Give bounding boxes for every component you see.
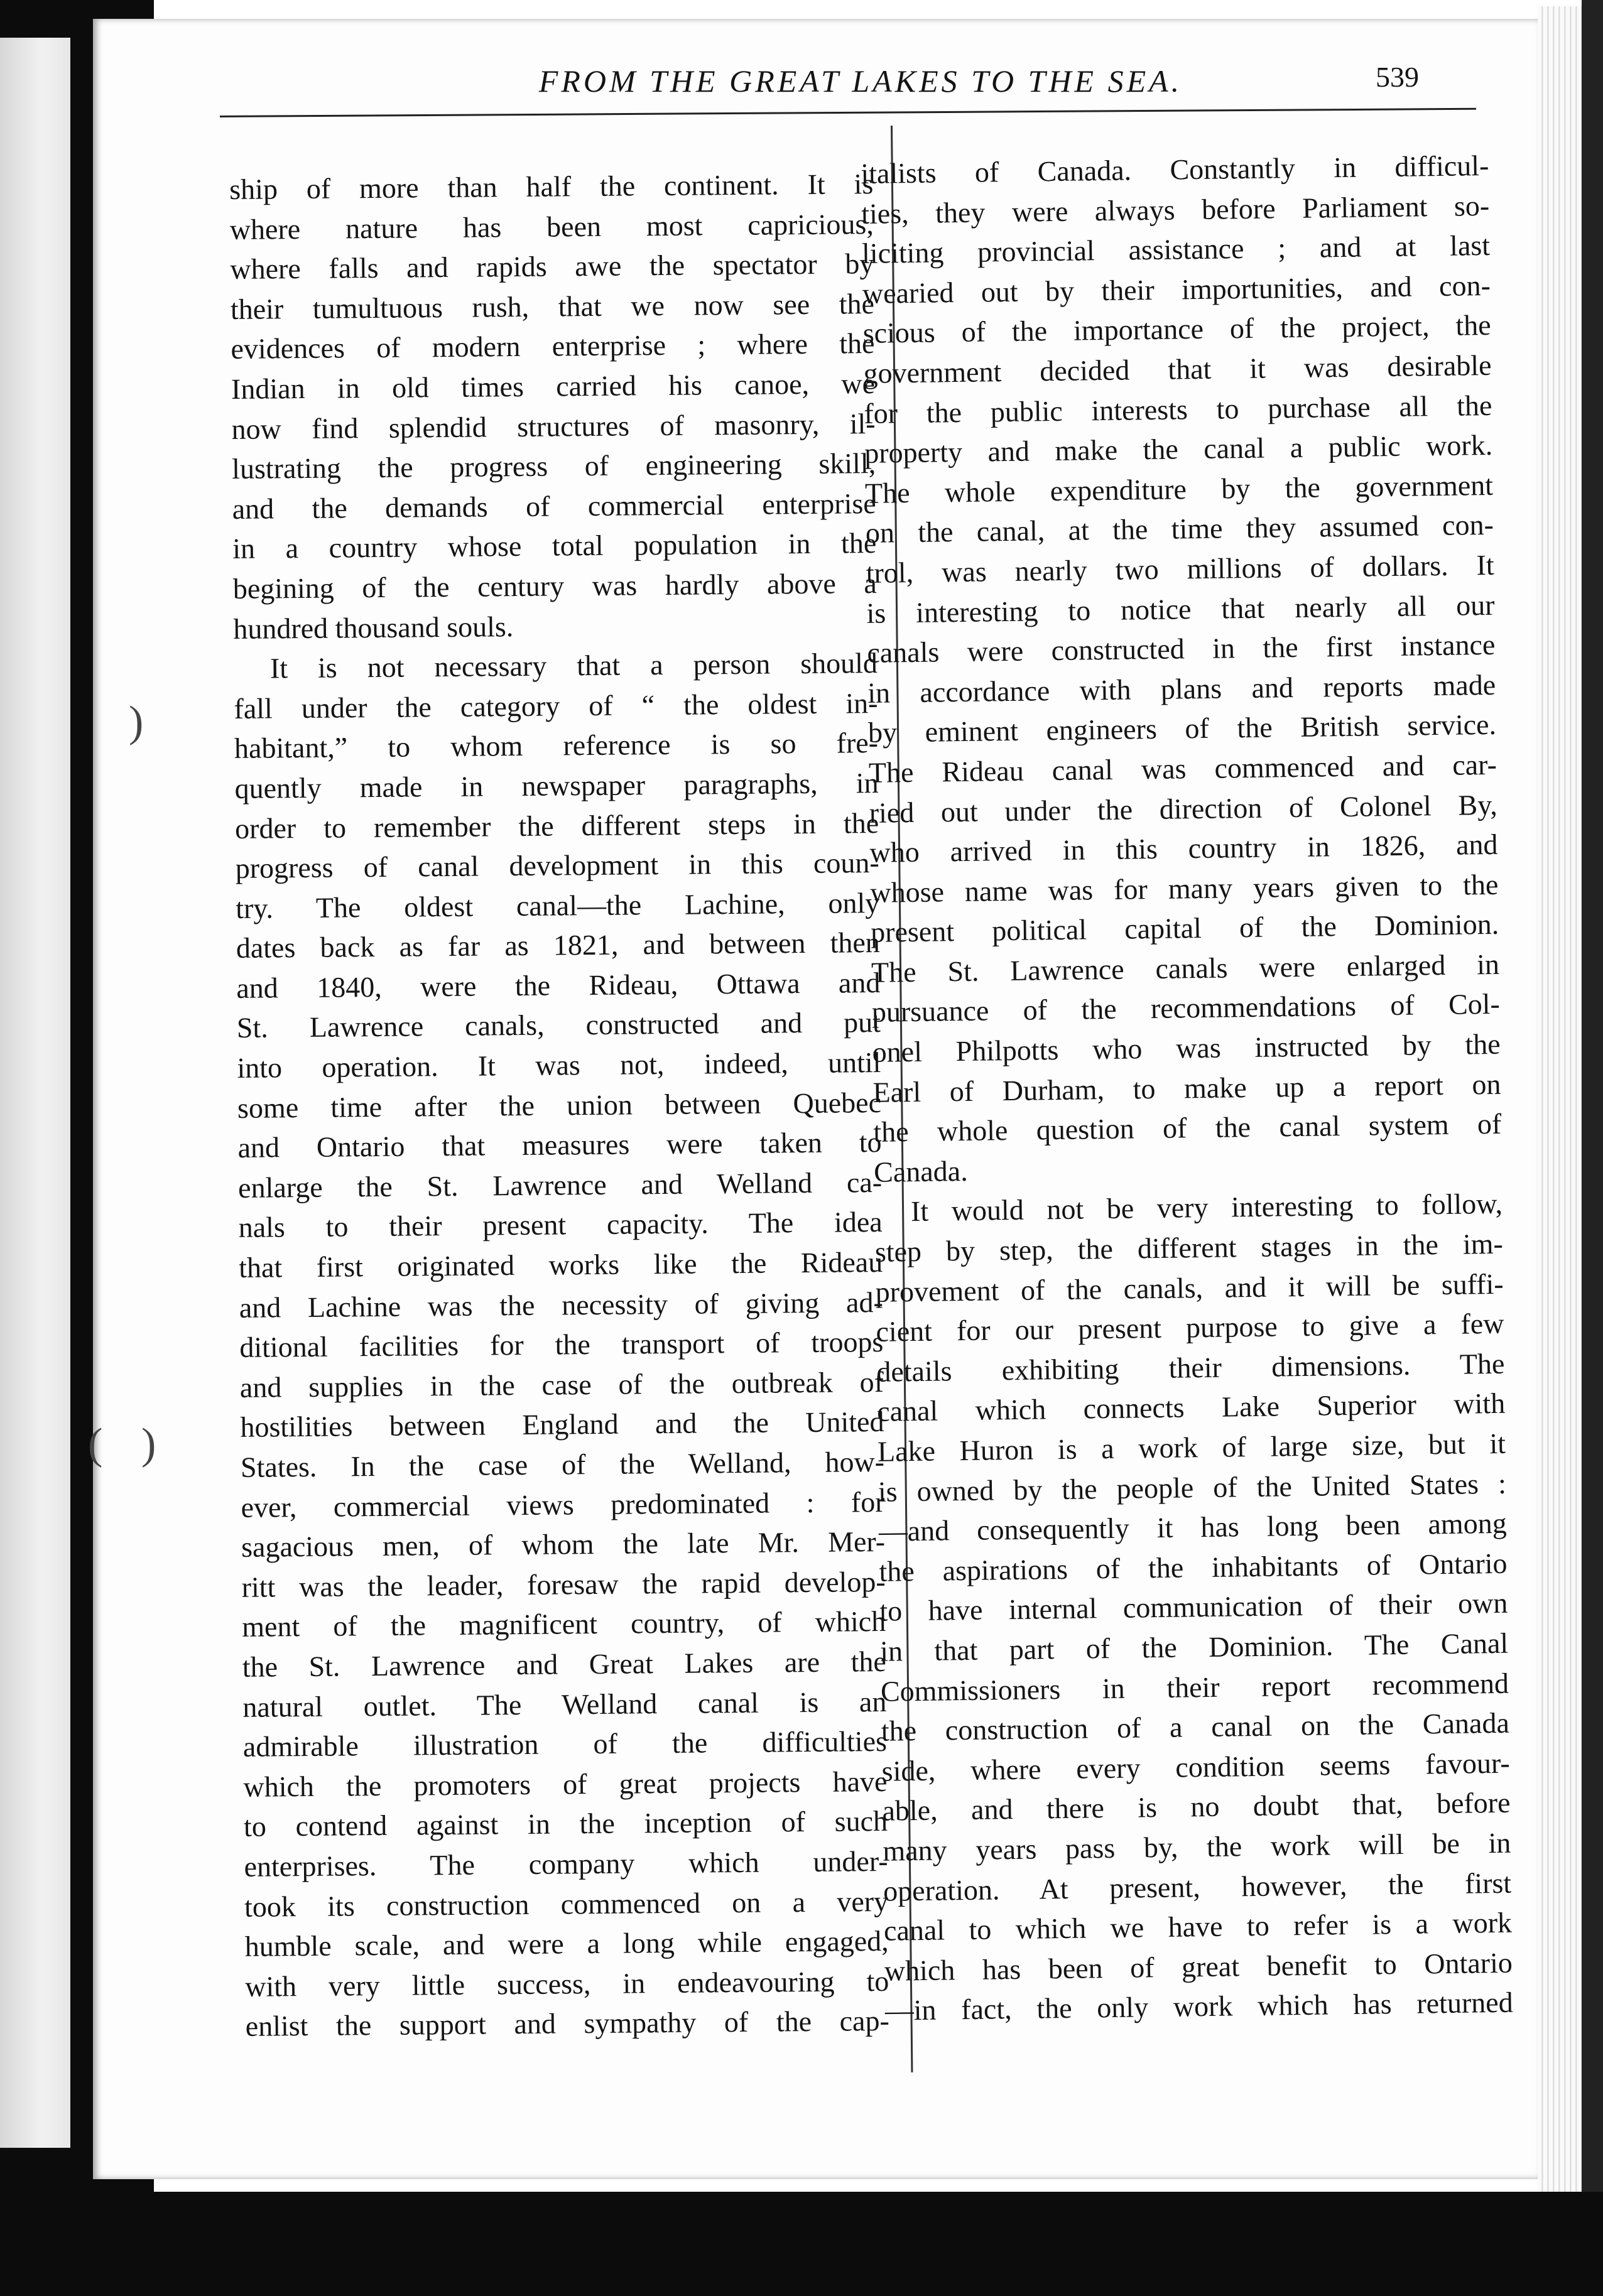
text-line: sagacious men, of whom the late Mr. Mer- <box>241 1525 886 1564</box>
text-line: The Rideau canal was commenced and car- <box>868 748 1497 789</box>
text-line: that first originated works like the Rideau <box>239 1246 883 1284</box>
text-line: the St. Lawrence and Great Lakes are the <box>242 1645 886 1683</box>
text-line: try. The oldest canal—the Lachine, only <box>236 886 880 924</box>
text-line: the construction of a canal on the Canada <box>881 1706 1510 1747</box>
text-line: is interesting to notice that nearly all our <box>866 588 1495 629</box>
text-line: The whole expenditure by the government <box>864 468 1494 509</box>
text-line: begining of the century was hardly above a <box>232 566 878 605</box>
text-line: habitant,” to whom reference is so fre- <box>234 727 879 765</box>
text-line: liciting provincial assistance ; and at last <box>861 229 1491 270</box>
text-line: the aspirations of the inhabitants of Ontario <box>879 1547 1508 1588</box>
text-line: with very little success, in endeavouring to <box>245 1964 889 2003</box>
text-line: the whole question of the canal system of <box>873 1108 1502 1149</box>
text-line: evidences of modern enterprise ; where the <box>231 327 875 366</box>
text-line: humble scale, and were a long while engaged, <box>244 1925 889 1963</box>
text-line: enterprises. The company which under- <box>244 1844 888 1883</box>
margin-mark: ) <box>129 698 144 746</box>
right-column <box>861 146 1513 2031</box>
text-line: ship of more than half the continent. It is <box>229 168 874 205</box>
text-line: into operation. It was not, indeed, until <box>237 1046 881 1085</box>
text-line: whose name was for many years given to the <box>870 868 1499 909</box>
text-line: side, where every condition seems favour- <box>881 1746 1510 1787</box>
text-line: natural outlet. The Welland canal is an <box>242 1685 887 1723</box>
text-line: ditional facilities for the transport of troops <box>239 1326 884 1364</box>
scanner-background-bottom <box>0 2192 1603 2296</box>
text-line: hundred thousand souls. <box>233 610 514 645</box>
text-line: The St. Lawrence canals were enlarged in <box>871 948 1500 988</box>
text-line: where nature has been most capricious, <box>229 207 874 246</box>
text-line: progress of canal development in this coun- <box>235 847 879 885</box>
text-line: their tumultuous rush, that we now see the <box>230 287 875 325</box>
text-line: government decided that it was desirable <box>863 349 1492 389</box>
text-line: and Lachine was the necessity of giving ad- <box>239 1286 883 1324</box>
text-line: in a country whose total population in the <box>232 527 877 565</box>
text-line: took its construction commenced on a very <box>244 1885 889 1923</box>
text-line: which has been of great benefit to Ontario <box>884 1946 1513 1987</box>
text-line: in accordance with plans and reports made <box>867 668 1496 709</box>
text-line: ritt was the leader, foresaw the rapid develop- <box>241 1565 886 1603</box>
text-line: cient for our present purpose to give a few <box>876 1307 1504 1348</box>
text-line: and 1840, were the Rideau, Ottawa and <box>236 966 881 1004</box>
text-line: step by step, the different stages in the im- <box>874 1227 1504 1268</box>
text-line: trol, was nearly two millions of dollars. It <box>866 548 1494 589</box>
text-line: St. Lawrence canals, constructed and put <box>236 1006 881 1044</box>
text-line: enlist the support and sympathy of the cap- <box>245 2005 889 2043</box>
text-line: italists of Canada. Constantly in difficul- <box>861 149 1489 190</box>
text-line: ties, they were always before Parliament so- <box>861 189 1490 230</box>
page-number: 539 <box>1376 61 1419 93</box>
text-line: operation. At present, however, the first <box>883 1866 1512 1907</box>
text-line: who arrived in this country in 1826, and <box>869 828 1498 869</box>
text-line: nals to their present capacity. The idea <box>238 1206 883 1244</box>
text-line: fall under the category of “ the oldest in- <box>234 686 878 725</box>
text-line: States. In the case of the Welland, how- <box>240 1445 885 1483</box>
text-line: enlarge the St. Lawrence and Welland ca- <box>237 1166 883 1204</box>
text-line: canal to which we have to refer is a work <box>883 1906 1513 1947</box>
text-line: which the promoters of great projects have <box>243 1765 888 1803</box>
text-line: on the canal, at the time they assumed con- <box>865 509 1494 550</box>
text-line: order to remember the different steps in the <box>234 806 879 845</box>
text-line: ried out under the direction of Colonel By, <box>869 788 1497 829</box>
text-line: for the public interests to purchase all the <box>864 389 1492 430</box>
text-line: Lake Huron is a work of large size, but it <box>877 1427 1506 1468</box>
text-line: some time after the union between Quebec <box>237 1086 882 1124</box>
text-line: and the demands of commercial enterprise <box>232 487 876 525</box>
text-line: ever, commercial views predominated : for <box>241 1485 885 1524</box>
text-line: wearied out by their importunities, and con- <box>862 269 1491 310</box>
text-line: now find splendid structures of masonry, il- <box>231 407 876 445</box>
text-line: —in fact, the only work which has returned <box>884 1986 1513 2027</box>
margin-mark: ( <box>88 1420 103 1468</box>
text-line: hostilities between England and the United <box>240 1405 884 1444</box>
text-line: and Ontario that measures were taken to <box>237 1126 882 1164</box>
text-line: details exhibiting their dimensions. The <box>876 1347 1505 1388</box>
text-line: lustrating the progress of engineering skill, <box>231 447 876 485</box>
text-line: —and consequently it has long been among <box>878 1507 1507 1547</box>
text-line: canals were constructed in the first instance <box>867 628 1496 669</box>
text-line: and supplies in the case of the outbreak of <box>239 1365 884 1404</box>
text-line: property and make the canal a public work. <box>864 429 1493 470</box>
text-line: where falls and rapids awe the spectator by <box>230 247 874 286</box>
text-line: canal which connects Lake Superior with <box>876 1387 1506 1428</box>
text-line: ment of the magnificent country, of which <box>242 1605 886 1643</box>
text-line: provement of the canals, and it will be suffi- <box>875 1267 1504 1308</box>
text-line: in that part of the Dominion. The Canal <box>879 1627 1509 1667</box>
text-line: Indian in old times carried his canoe, we <box>231 367 876 405</box>
text-line: is owned by the people of the United States : <box>878 1467 1507 1508</box>
text-line: to have internal communication of their own <box>879 1587 1508 1628</box>
text-line: pursuance of the recommendations of Col- <box>871 988 1501 1029</box>
text-line: It would not be very interesting to follow, <box>910 1188 1503 1228</box>
scanner-background-right <box>1582 0 1603 2192</box>
text-line: scious of the importance of the project, the <box>862 309 1491 350</box>
text-line: quently made in newspaper paragraphs, in <box>234 766 879 804</box>
text-line: Canada. <box>873 1154 968 1188</box>
text-line: Commissioners in their report recommend <box>880 1667 1509 1708</box>
text-line: dates back as far as 1821, and between then <box>236 926 881 965</box>
text-line: It is not necessary that a person should <box>269 647 878 685</box>
text-line: many years pass by, the work will be in <box>883 1826 1511 1867</box>
running-header: FROM THE GREAT LAKES TO THE SEA. <box>538 63 1183 99</box>
text-line: able, and there is no doubt that, before <box>882 1787 1511 1828</box>
text-line: admirable illustration of the difficulties <box>242 1725 888 1763</box>
left-column <box>229 164 889 2047</box>
text-line: Earl of Durham, to make up a report on <box>872 1068 1501 1108</box>
text-line: onel Philpotts who was instructed by the <box>872 1027 1501 1068</box>
text-line: to contend against in the inception of such <box>243 1805 888 1843</box>
margin-mark: ) <box>141 1420 156 1468</box>
text-line: by eminent engineers of the British service. <box>867 708 1497 749</box>
facing-page-edge <box>0 38 70 2148</box>
text-line: present political capital of the Dominion. <box>870 908 1499 949</box>
